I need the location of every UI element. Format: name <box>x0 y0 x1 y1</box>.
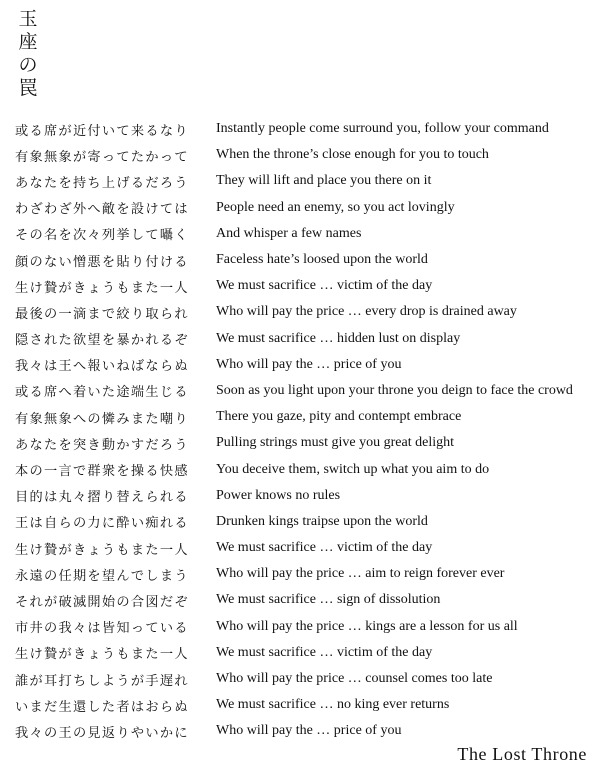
lyric-line <box>15 378 600 404</box>
english-line: Drunken kings traipse upon the world <box>216 513 428 529</box>
english-line: Pulling strings must give you great delight <box>216 435 454 451</box>
lyric-line <box>15 509 600 535</box>
lyric-line <box>15 640 600 666</box>
title-char: 座 <box>18 31 38 53</box>
lyric-line <box>15 535 600 561</box>
japanese-line: その名を次々列挙して囁く <box>15 228 189 244</box>
english-line: There you gaze, pity and contempt embrace <box>216 409 462 425</box>
japanese-line: あなたを突き動かすだろう <box>15 437 189 453</box>
lyric-line <box>15 561 600 587</box>
lyric-line <box>15 456 600 482</box>
japanese-line: 生け贄がきょうもまた一人 <box>15 542 189 558</box>
english-title: The Lost Throne <box>457 744 587 764</box>
lyric-line <box>15 116 600 142</box>
japanese-line: いまだ生還した者はおらぬ <box>15 699 189 715</box>
japanese-line: 目的は丸々摺り替えられる <box>15 490 189 506</box>
lyric-line <box>15 168 600 194</box>
lyric-line <box>15 692 600 718</box>
english-line: We must sacrifice … sign of dissolution <box>216 592 441 608</box>
lyric-line <box>15 404 600 430</box>
lyric-line <box>15 326 600 352</box>
english-line: Faceless hate’s loosed upon the world <box>216 252 428 268</box>
lyrics-list <box>15 116 600 745</box>
japanese-line: 隠された欲望を暴かれるぞ <box>15 333 189 349</box>
japanese-line: 我々は王へ報いねばならぬ <box>15 359 189 375</box>
english-line: They will lift and place you there on it <box>216 173 432 189</box>
english-line: We must sacrifice … no king ever returns <box>216 697 450 713</box>
japanese-line: 或る席へ着いた途端生じる <box>15 385 189 401</box>
lyric-line <box>15 718 600 744</box>
japanese-line: 有象無象が寄ってたかって <box>15 149 189 165</box>
japanese-line: 顔のない憎悪を貼り付ける <box>15 254 189 270</box>
title-char: 玉 <box>18 8 38 30</box>
title-char: の <box>18 54 38 76</box>
japanese-line: 誰が耳打ちしようが手遅れ <box>15 673 189 689</box>
english-line: People need an enemy, so you act lovingly <box>216 199 455 215</box>
lyric-line <box>15 195 600 221</box>
lyric-line <box>15 273 600 299</box>
vertical-title <box>16 8 40 100</box>
english-line: Who will pay the … price of you <box>216 723 402 739</box>
japanese-line: 王は自らの力に酔い痴れる <box>15 516 189 532</box>
japanese-line: わざわざ外へ敵を設けては <box>15 202 189 218</box>
japanese-line: 永遠の任期を望んでしまう <box>15 568 189 584</box>
lyric-line <box>15 614 600 640</box>
lyric-line <box>15 430 600 456</box>
english-line: And whisper a few names <box>216 225 362 241</box>
english-line: You deceive them, switch up what you aim to do <box>216 461 490 477</box>
japanese-line: あなたを持ち上げるだろう <box>15 175 189 191</box>
japanese-line: 市井の我々は皆知っている <box>15 621 189 637</box>
japanese-line: 有象無象への憐みまた嘲り <box>15 411 189 427</box>
lyric-line <box>15 352 600 378</box>
lyric-line <box>15 483 600 509</box>
japanese-line: 本の一言で群衆を操る快感 <box>15 464 189 480</box>
english-line: Who will pay the price … kings are a lesson for us all <box>216 618 518 634</box>
english-line: When the throne’s close enough for you to touch <box>216 147 489 163</box>
japanese-line: 生け贄がきょうもまた一人 <box>15 647 189 663</box>
english-line: We must sacrifice … hidden lust on display <box>216 330 461 346</box>
english-line: We must sacrifice … victim of the day <box>216 644 433 660</box>
english-line: Who will pay the price … every drop is drained away <box>216 304 517 320</box>
japanese-line: 或る席が近付いて来るなり <box>15 123 189 139</box>
english-line: Instantly people come surround you, follow your command <box>216 121 549 137</box>
english-line: We must sacrifice … victim of the day <box>216 540 433 556</box>
english-line: Soon as you light upon your throne you deign to face the crowd <box>216 382 573 398</box>
japanese-line: 生け贄がきょうもまた一人 <box>15 280 189 296</box>
lyric-line <box>15 221 600 247</box>
lyric-line <box>15 587 600 613</box>
english-line: We must sacrifice … victim of the day <box>216 278 433 294</box>
title-char: 罠 <box>18 77 38 99</box>
english-line: Who will pay the price … aim to reign forever ever <box>216 566 505 582</box>
english-line: Who will pay the … price of you <box>216 356 402 372</box>
japanese-line: 最後の一滴まで絞り取られ <box>15 306 189 322</box>
lyric-line <box>15 142 600 168</box>
english-line: Power knows no rules <box>216 487 341 503</box>
japanese-line: それが破滅開始の合図だぞ <box>15 594 189 610</box>
lyric-line <box>15 666 600 692</box>
lyric-line <box>15 299 600 325</box>
lyric-line <box>15 247 600 273</box>
english-line: Who will pay the price … counsel comes too late <box>216 671 493 687</box>
japanese-line: 我々の王の見返りやいかに <box>15 725 189 741</box>
